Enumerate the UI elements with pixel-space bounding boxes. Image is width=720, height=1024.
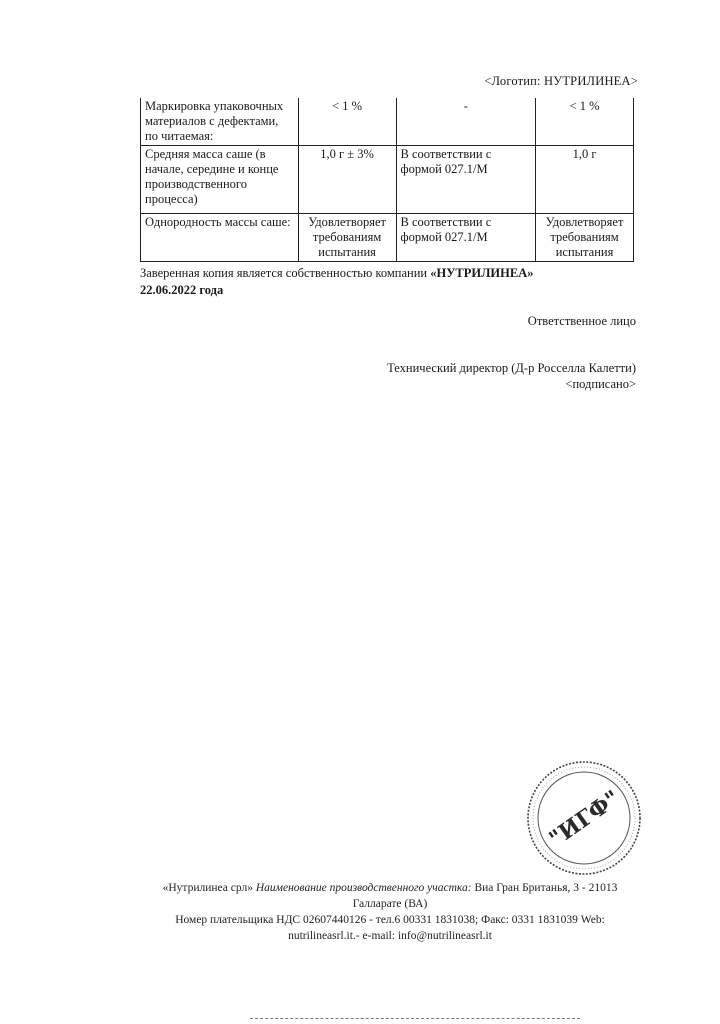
footer-line-4: nutrilineasrl.it.- e-mail: info@nutrilineasrl.it [288, 930, 492, 942]
certification-line [140, 266, 533, 281]
certification-date: 22.06.2022 года [140, 283, 224, 297]
table-row [141, 214, 634, 262]
footer [150, 880, 630, 944]
spec-table [140, 98, 634, 262]
spec-cell: Удовлетворяет требованиям испытания [298, 214, 396, 262]
param-cell: Однородность массы саше: [141, 214, 299, 262]
result-cell: Удовлетворяет требованиям испытания [536, 214, 634, 262]
param-cell: Маркировка упаковочных материалов с дефектами, по читаемая: [141, 98, 299, 146]
spec-cell: < 1 % [298, 98, 396, 146]
stamp-text: "ИГФ" [544, 785, 625, 853]
param-cell: Средняя масса саше (в начале, середине и конце производственного процесса) [141, 146, 299, 214]
result-cell: 1,0 г [536, 146, 634, 214]
spec-cell: 1,0 г ± 3% [298, 146, 396, 214]
footer-line-3: Номер плательщика НДС 02607440126 - тел.6 00331 1831038; Факс: 0331 1831039 Web: [175, 914, 605, 926]
responsible-person: Ответственное лицо [527, 314, 636, 328]
table-row [141, 146, 634, 214]
table-row [141, 98, 634, 146]
header-logo-note: <Логотип: НУТРИЛИНЕА> [484, 74, 638, 88]
signatory-title: Технический директор (Д-р Росселла Калетти) [387, 361, 636, 375]
footer-line-2: Галларате (ВА) [352, 898, 428, 910]
footer-line-1: «Нутрилинеа срл» Наименование производственного участка: Виа Гран Британья, 3 - 21013 [162, 882, 618, 894]
method-cell: В соответствии с формой 027.1/М [396, 146, 536, 214]
result-cell: < 1 % [536, 98, 634, 146]
method-cell: - [396, 98, 536, 146]
method-cell: В соответствии с формой 027.1/М [396, 214, 536, 262]
signed-note: <подписано> [565, 377, 636, 391]
certification-text: Заверенная копия является собственностью компании [140, 266, 431, 280]
stamp-seal-icon [524, 758, 644, 878]
scan-artifact-line [250, 1018, 580, 1020]
certification-company: «НУТРИЛИНЕА» [430, 266, 534, 280]
